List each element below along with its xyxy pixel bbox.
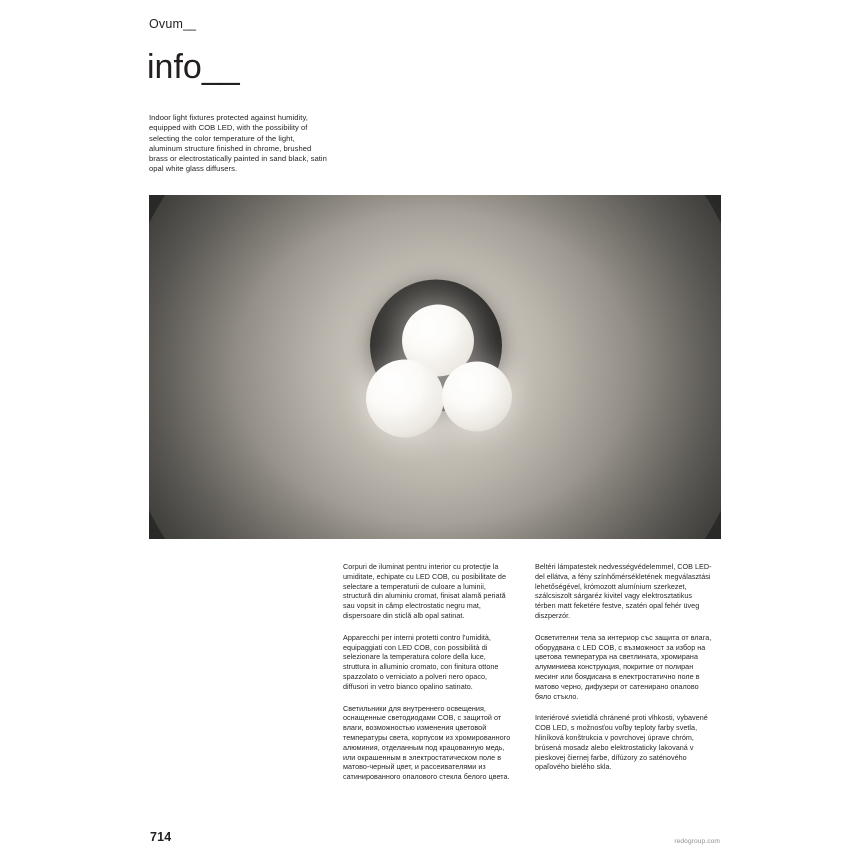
page-number: 714 <box>150 830 172 844</box>
brand-suffix: __ <box>183 17 196 31</box>
description-ru: Светильники для внутреннего освещения, оснащенные светодиодами COB, с защитой от влаги, возможностью изменения цветовой температуры света, корпусом из хромированного алюминия, отделанным под крацованную медь, или окрашенным в электростатическом поле в матово-черный цвет, и рассеивателями из сатинированного опалового стекла белого цвета. <box>343 703 511 782</box>
footer-url: redogroup.com <box>674 838 720 845</box>
page-title: info__ <box>147 48 240 86</box>
intro-paragraph-en: Indoor light fixtures protected against humidity, equipped with COB LED, with the possibility of selecting the color temperature of the light, aluminum structure finished in chrome, brushed brass or electrostatically painted in sand black, satin opal white glass diffusers. <box>149 113 327 174</box>
description-sk: Interiérové svietidlá chránené proti vlhkosti, vybavené COB LED, s možnosťou voľby teploty farby svetla, hliníková konštrukcia v povrchovej úprave chróm, brúsená mosadz alebo elektrostaticky lakovaná v pieskovej čiernej farbe, dífúzory zo saténového opaľového bielého skla. <box>535 713 708 772</box>
description-hu: Beltéri lámpatestek nedvességvédelemmel, COB LED-del ellátva, a fény színhőmérsékletének megválasztási lehetőségével, krómozott alumínium szerkezet, szálcsiszolt sárgaréz kivitel vagy elektrosztatikus térben matt feketére festve, szatén opal fehér üveg diszperzór. <box>535 562 712 620</box>
description-bg: Осветителни тела за интериор със защита от влага, оборудвана с LED COB, с възможност за избор на цветова температура на светлината, хромирана алуминиева конструкция, покритие от полиран месинг или боядисана в електростатично поле в матово черно, дифузери от сатенирано опалово бяло стъкло. <box>535 632 712 701</box>
product-photo <box>149 195 721 539</box>
description-column-right <box>535 562 713 772</box>
description-column-left <box>343 562 511 782</box>
description-ro: Corpuri de iluminat pentru interior cu protecţie la umiditate, echipate cu LED COB, cu posibilitate de selectare a temperaturii de culoare a luminii, structură din aluminiu cromat, finisat alamă periată sau vopsit in câmp electrostatic negru mat, dispersoare din sticlă alb opal satinat. <box>343 562 507 620</box>
brand-logo <box>149 17 195 31</box>
description-columns <box>0 562 868 802</box>
photo-vignette <box>149 195 721 539</box>
brand-name: Ovum <box>149 17 184 31</box>
description-it: Apparecchi per interni protetti contro l'umidità, equipaggiati con LED COB, con possibilità di selezionare la temperatura colore della luce, struttura in alluminio cromato, con finitura ottone spazzolato o verniciato a polveri nero opaco, diffusori in vetro bianco opalino satinato. <box>343 632 499 691</box>
